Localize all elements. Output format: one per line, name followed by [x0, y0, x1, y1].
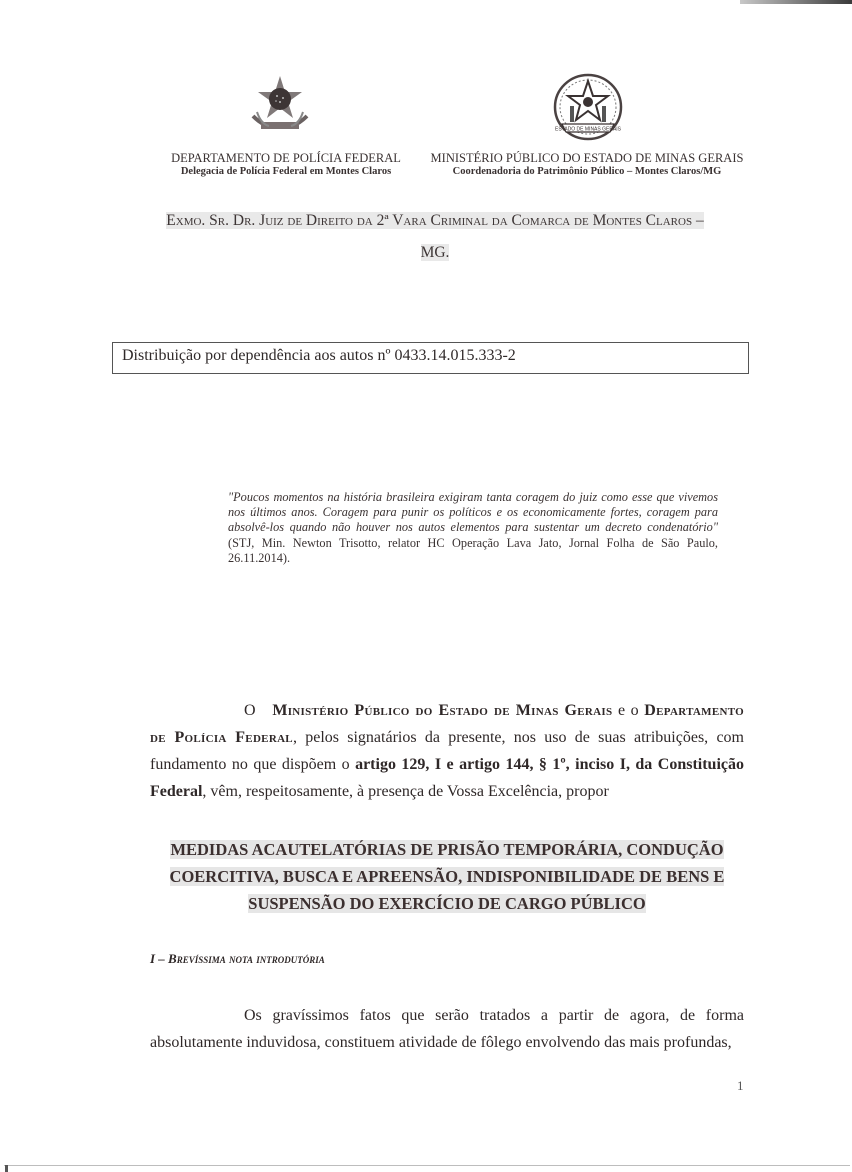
scan-bottom-edge: [4, 1165, 850, 1166]
letterhead-left: [150, 152, 422, 178]
department-subtitle: Delegacia de Polícia Federal em Montes Claros: [180, 166, 392, 177]
petition-title-line-1: MEDIDAS ACAUTELATÓRIAS DE PRISÃO TEMPORÁRIA, CONDUÇÃO: [170, 840, 724, 859]
ministry-subtitle: Coordenadoria do Patrimônio Público – Montes Claros/MG: [452, 166, 722, 177]
brazil-coat-of-arms-icon: [247, 74, 313, 138]
opening-o: O: [244, 702, 256, 719]
letterhead-right: [418, 152, 756, 178]
petition-title-line-2: COERCITIVA, BUSCA E APREENSÃO, INDISPONIBILIDADE DE BENS E: [169, 867, 725, 886]
minas-gerais-coat-of-arms-icon: [550, 72, 626, 142]
intro-paragraph: [150, 1002, 744, 1056]
ministerio-publico-name: Ministério Público do Estado de Minas Gerais: [272, 702, 613, 719]
addressee-line-1: Exmo. Sr. Dr. Juiz de Direito da 2ª Vara Criminal da Comarca de Montes Claros –: [166, 212, 704, 229]
opening-paragraph: [150, 697, 744, 805]
intro-paragraph-text: Os gravíssimos fatos que serão tratados a partir de agora, de forma absolutamente induvidosa, constituem atividade de fôlego envolvendo das mais profundas,: [150, 1007, 744, 1051]
distribution-box: [112, 342, 749, 374]
ministry-name: MINISTÉRIO PÚBLICO DO ESTADO DE MINAS GERAIS: [430, 151, 744, 165]
scan-edge-artifact: [740, 0, 852, 4]
distribution-text: Distribuição por dependência aos autos nº 0433.14.015.333-2: [122, 347, 516, 364]
legal-reference: artigo 129, I e artigo 144, § 1º, inciso I, da Constituição Federal: [150, 756, 744, 800]
department-name: DEPARTAMENTO DE POLÍCIA FEDERAL: [171, 151, 401, 165]
section-heading: I – Brevíssima nota introdutória: [150, 951, 325, 966]
addressee: [120, 205, 750, 269]
opening-text-2: , vêm, respeitosamente, à presença de Vossa Excelência, propor: [202, 783, 609, 800]
opening-text-1: , pelos signatários da presente, nos uso de suas atribuições, com fundamento no que dispõem o: [150, 729, 744, 773]
epigraph: [228, 490, 718, 566]
epigraph-citation: (STJ, Min. Newton Trisotto, relator HC Operação Lava Jato, Jornal Folha de São Paulo, 26.11.2014).: [228, 535, 718, 565]
opening-e-o: e o: [612, 702, 645, 719]
epigraph-quote: "Poucos momentos na história brasileira exigiram tanta coragem do juiz como esse que vivemos nos últimos anos. Coragem para punir os políticos e os economicamente fortes, coragem para absolvê-los quando não houver nos autos elementos para sustentar um decreto condenatório": [228, 490, 718, 535]
addressee-line-2: MG.: [420, 244, 450, 261]
emblem-text: ESTADO DE MINAS GERAIS: [554, 126, 622, 133]
scan-mark: [5, 1165, 8, 1172]
policia-federal-name: Departamento de Polícia Federal: [150, 702, 744, 746]
page-number: 1: [737, 1078, 744, 1093]
petition-title-line-3: SUSPENSÃO DO EXERCÍCIO DE CARGO PÚBLICO: [248, 894, 646, 913]
petition-title: [150, 836, 744, 917]
